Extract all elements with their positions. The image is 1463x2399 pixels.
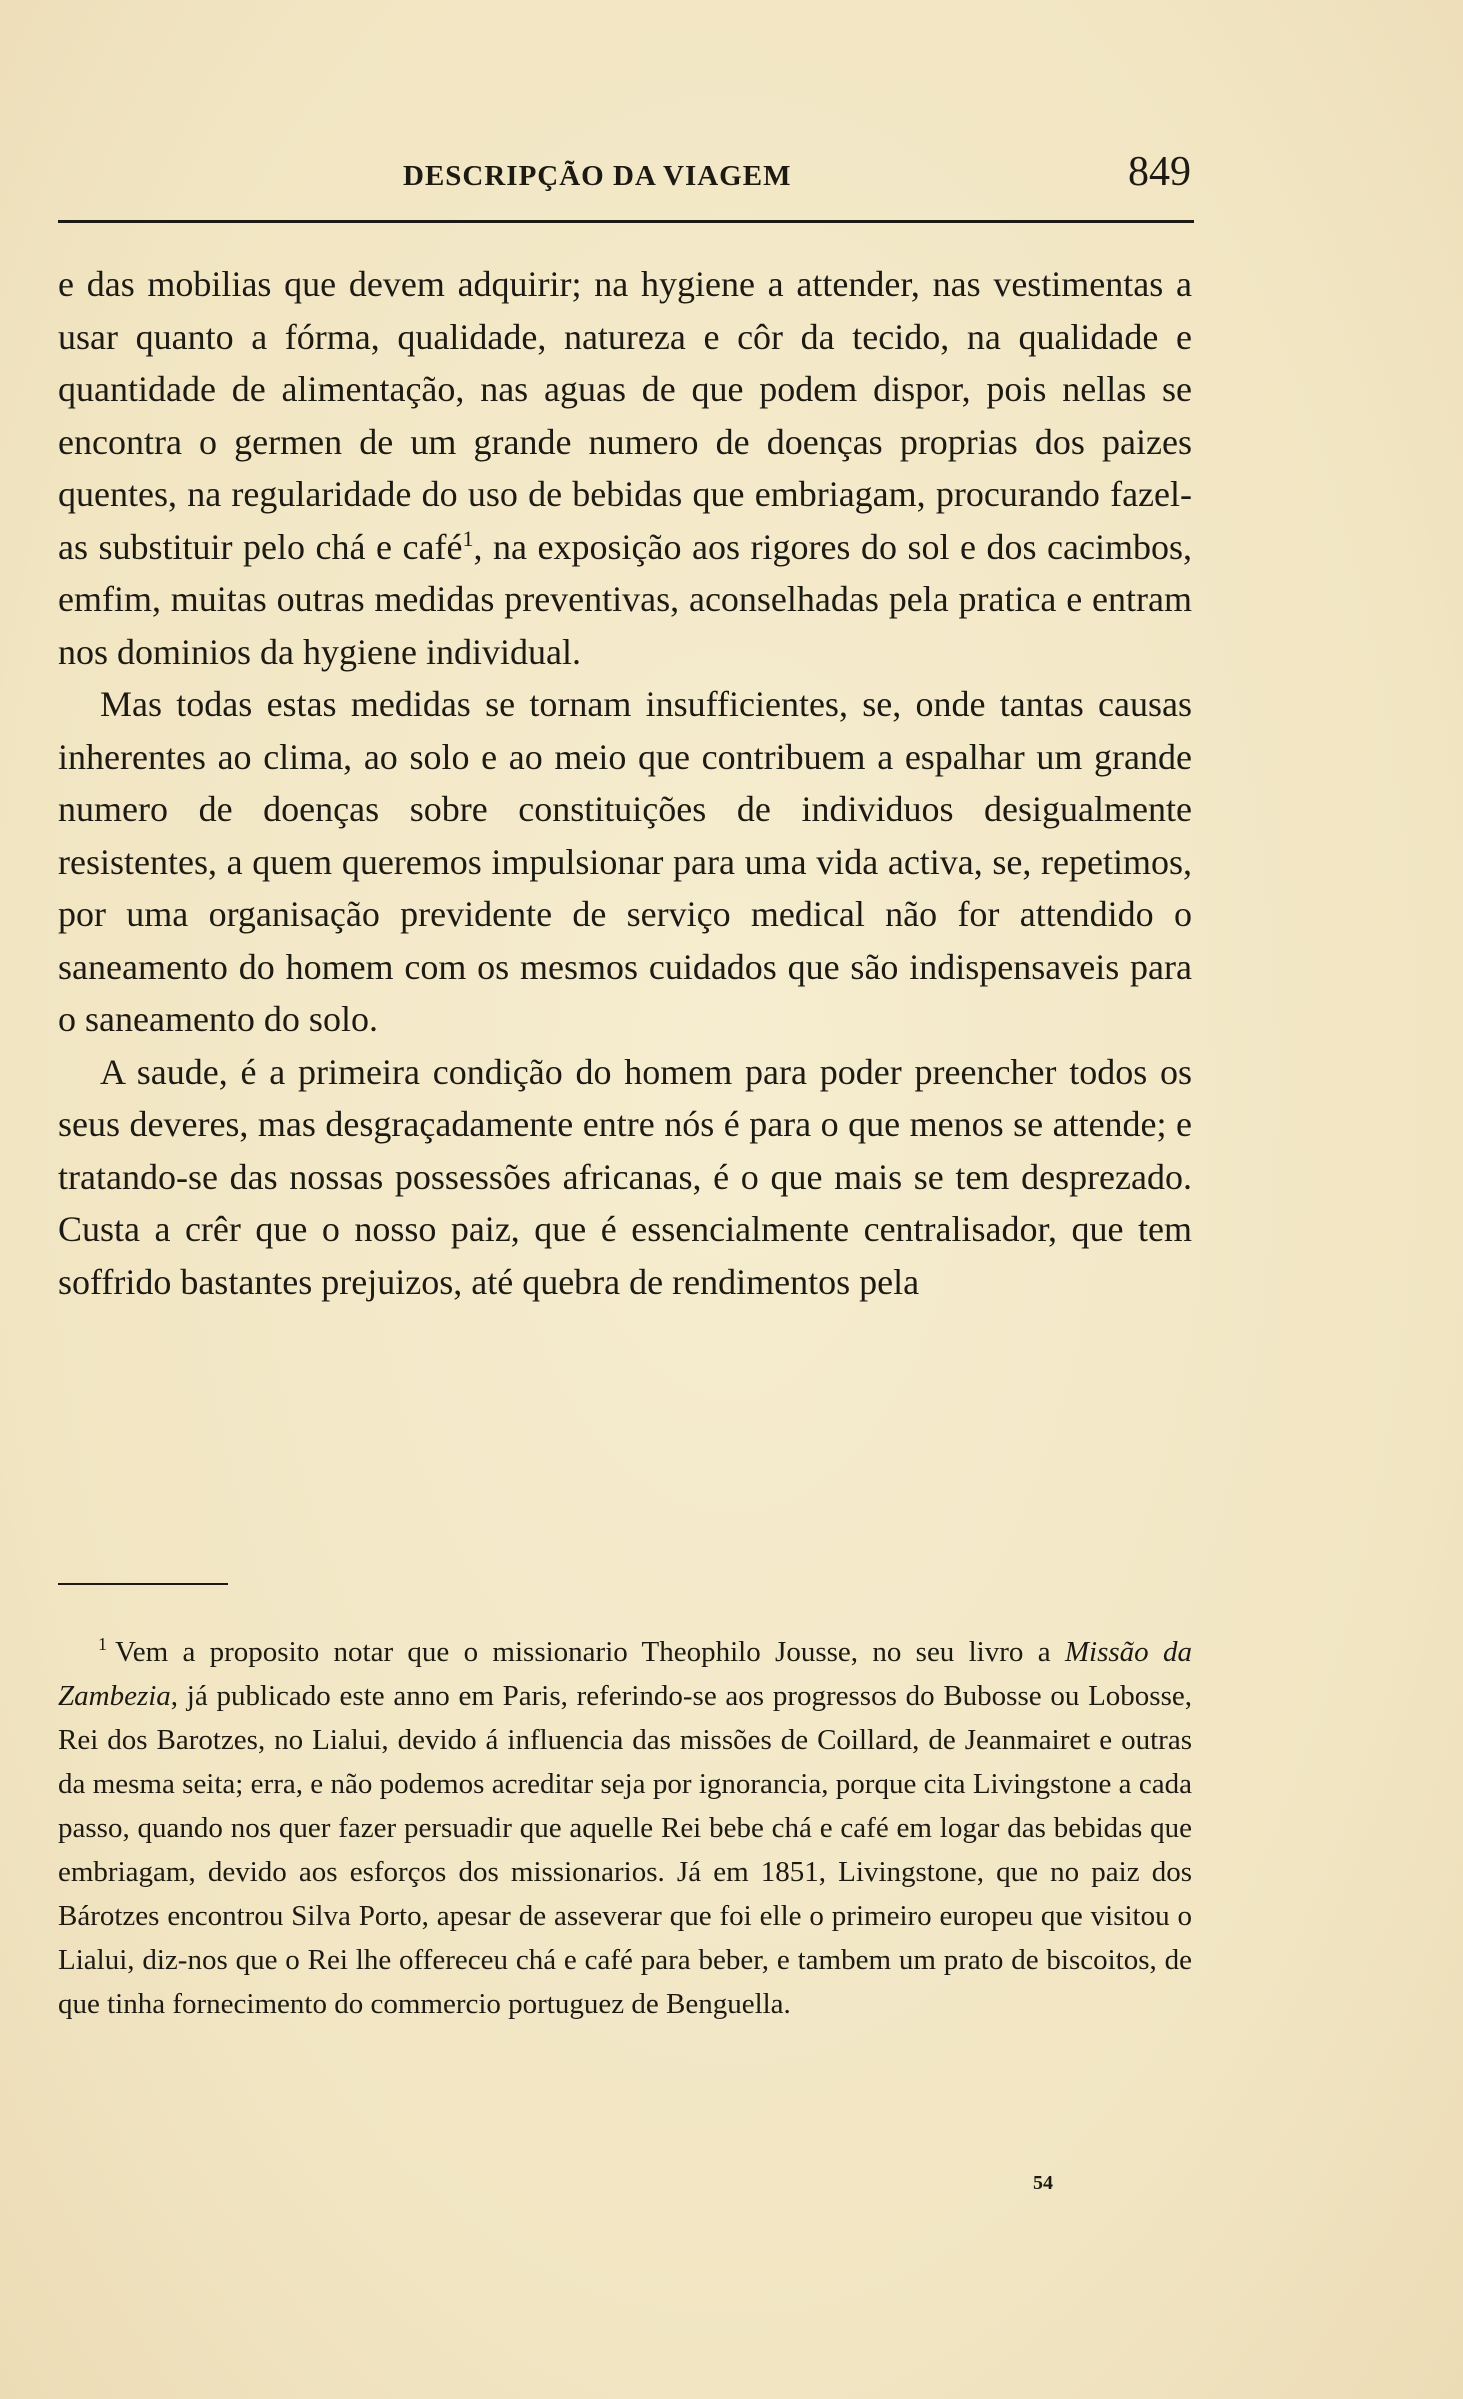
footnote-text-before: Vem a proposito notar que o missionario Theophilo Jousse, no seu livro a bbox=[115, 1636, 1065, 1668]
main-text bbox=[58, 258, 1192, 1308]
paragraph-1 bbox=[58, 258, 1192, 678]
paragraph-2: Mas todas estas medidas se tornam insufficientes, se, onde tantas causas inherentes ao clima, ao solo e ao meio que contribuem a espalhar um grande numero de doenças sobre constituições de individuos desigualmente resistentes, a quem queremos impulsionar para uma vida activa, se, repetimos, por uma organisação previdente de serviço medical não for attendido o saneamento do homem com os mesmos cuidados que são indispensaveis para o saneamento do solo. bbox=[58, 684, 1192, 1039]
footnote-rule bbox=[58, 1583, 228, 1585]
footnote-text-after: , já publicado este anno em Paris, referindo-se aos progressos do Bubosse ou Lobosse, Rei dos Barotzes, no Lialui, devido á influencia das missões de Coillard, de Jeanmairet e outras da mesma seita; erra, e não podemos acreditar seja por ignorancia, porque cita Livingstone a cada passo, quando nos quer fazer persuadir que aquelle Rei bebe chá e café em logar das bebidas que embriagam, devido aos esforços dos missionarios. Já em 1851, Livingstone, que no paiz dos Bárotzes encontrou Silva Porto, apesar de asseverar que foi elle o primeiro europeu que visitou o Lialui, diz-nos que o Rei lhe offereceu chá e café para beber, e tambem um prato de biscoitos, de que tinha fornecimento do commercio portuguez de Benguella. bbox=[58, 1680, 1192, 2020]
footnote-reference: 1 bbox=[462, 525, 474, 551]
footnote-marker: 1 bbox=[98, 1634, 107, 1655]
page-header bbox=[58, 148, 1191, 204]
footnote-book-title: Missão da Zambezia bbox=[58, 1636, 1192, 1712]
paragraph-1-continuation: , na exposição aos rigores do sol e dos cacimbos, emfim, muitas outras medidas preventivas, aconselhadas pela pratica e entram nos dominios da hygiene individual. bbox=[58, 526, 1192, 672]
signature-mark: 54 bbox=[1033, 2172, 1053, 2194]
footnote bbox=[58, 1630, 1192, 2026]
running-title: DESCRIPÇÃO DA VIAGEM bbox=[403, 160, 792, 192]
header-rule bbox=[58, 220, 1194, 223]
page-number: 849 bbox=[1128, 149, 1191, 195]
footnote-paragraph bbox=[58, 1630, 1192, 2026]
paragraph-1-text: e das mobilias que devem adquirir; na hygiene a attender, nas vestimentas a usar quanto a fórma, qualidade, natureza e côr da tecido, na qualidade e quantidade de alimentação, nas aguas de que podem dispor, pois nellas se encontra o germen de um grande numero de doenças proprias dos paizes quentes, na regularidade do uso de bebidas que embriagam, procurando fazel-as substituir pelo chá e café bbox=[58, 264, 1192, 567]
paragraph-3: A saude, é a primeira condição do homem para poder preencher todos os seus deveres, mas desgraçadamente entre nós é para o que menos se attende; e tratando-se das nossas possessões africanas, é o que mais se tem desprezado. Custa a crêr que o nosso paiz, que é essencialmente centralisador, que tem soffrido bastantes prejuizos, até quebra de rendimentos pela bbox=[58, 1051, 1192, 1302]
